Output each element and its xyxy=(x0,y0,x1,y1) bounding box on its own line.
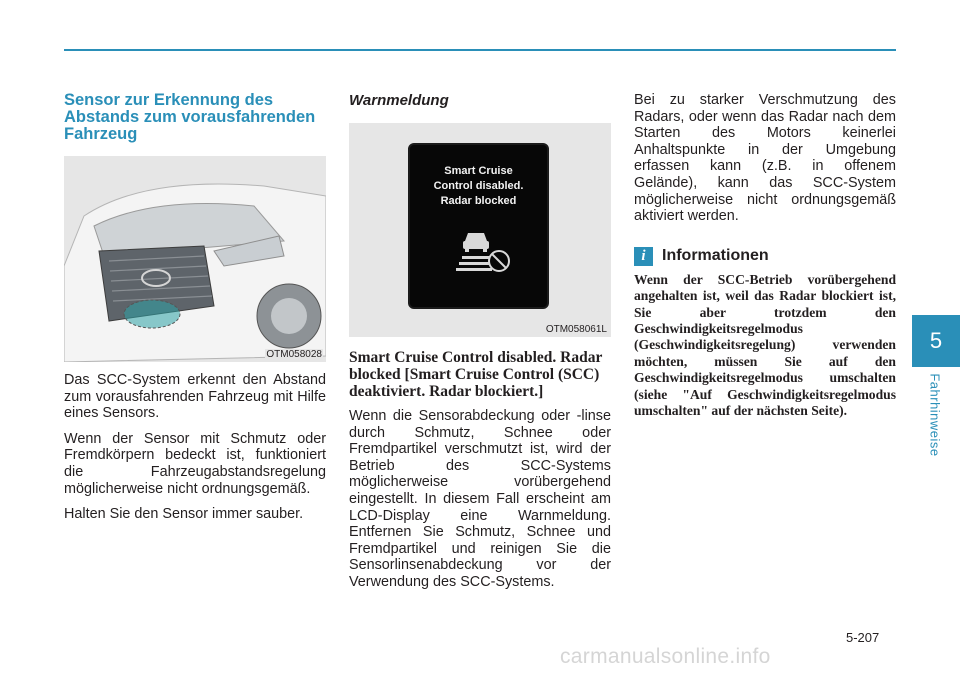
chapter-label xyxy=(921,370,949,460)
info-icon: i xyxy=(634,247,653,266)
warning-figure xyxy=(349,123,611,337)
chapter-tab[interactable] xyxy=(912,315,960,367)
paragraph: Wenn die Sensorabdeckung oder -linse durch Schmutz, Schnee oder Fremdpartikel verschmutzt ist, wird der Betrieb des SCC-Systems möglicherweise vorübergehend eingestellt. In diesem Fall erscheint am LCD-Display eine Warnmeldung. Entfernen Sie Schmutz, Schnee und Fremdpartikel und reinigen Sie die Sensorlinsenabdeckung vor der Verwendung des SCC-Systems. xyxy=(349,408,611,590)
chapter-label-text: Fahrhinweise xyxy=(927,373,943,457)
display-line: Radar blocked xyxy=(440,195,517,207)
chapter-number: 5 xyxy=(929,328,943,353)
paragraph: Halten Sie den Sensor immer sauber. xyxy=(64,506,304,523)
column-3 xyxy=(634,92,896,419)
car-front-illustration xyxy=(64,156,326,362)
column-1 xyxy=(64,92,326,532)
paragraph: Wenn der Sensor mit Schmutz oder Fremdkörpern bedeckt ist, funktioniert die Fahrzeugabstandsregelung möglicherweise nicht ordnungsgemäß. xyxy=(64,430,326,497)
radar-blocked-icon xyxy=(454,227,512,275)
top-rule xyxy=(64,49,896,51)
info-text: Wenn der SCC-Betrieb vorübergehend angehalten ist, weil das Radar blockiert ist, Sie aber trotzdem den Geschwindigkeitsregelmodus (Geschwindigkeitsregelung) verwenden möchten, müssen Sie auf den Geschwindigkeitsregelmodus umschalten (siehe "Auf Geschwindigkeitsregelmodus umschalten" auf der nächsten Seite). xyxy=(634,271,896,418)
page-number: 5-207 xyxy=(846,630,880,645)
figure-code: OTM058028 xyxy=(266,349,322,360)
car-sensor-figure xyxy=(64,156,326,362)
display-line: Smart Cruise xyxy=(444,165,513,177)
info-title: Informationen xyxy=(662,247,769,265)
warning-heading: Warnmeldung xyxy=(349,92,449,109)
display-line: Control disabled. xyxy=(433,180,524,192)
watermark: carmanualsonline.info xyxy=(560,645,771,668)
column-2 xyxy=(349,92,611,600)
section-heading: Sensor zur Erkennung des Abstands zum vorausfahrenden Fahrzeug xyxy=(64,91,316,143)
paragraph: Das SCC-System erkennt den Abstand zum vorausfahrenden Fahrzeug mit Hilfe eines Sensors. xyxy=(64,372,326,422)
lcd-display xyxy=(408,143,549,309)
figure-code: OTM058061L xyxy=(545,324,607,335)
message-heading: Smart Cruise Control disabled. Radar blocked [Smart Cruise Control (SCC) deaktiviert. Radar blockiert.] xyxy=(349,349,603,400)
info-header xyxy=(634,247,896,266)
paragraph: Bei zu starker Verschmutzung des Radars, oder wenn das Radar nach dem Starten des Motors keinerlei Anhaltspunkte in der Umgebung erfassen kann (z.B. in offenem Gelände), kann das SCC-System möglicherweise nicht ordnungsgemäß aktiviert werden. xyxy=(634,92,896,225)
